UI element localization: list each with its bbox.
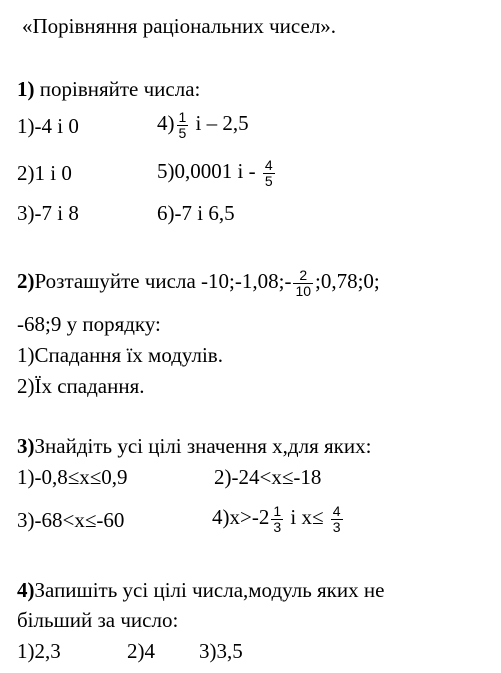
fraction — [263, 158, 275, 189]
denominator: 3 — [273, 518, 282, 535]
task1-text: порівняйте числа: — [34, 77, 201, 101]
task1-item-5-prefix: 5)0,0001 і - — [157, 159, 261, 183]
denominator: 5 — [264, 172, 273, 189]
task1-item-1: 1)-4 і 0 — [17, 114, 79, 138]
task3-item-4 — [212, 497, 345, 537]
task4-line-2: більший за число: — [17, 608, 179, 632]
fraction — [271, 504, 283, 535]
task2-line-1 — [17, 262, 380, 300]
task3-item-4-mid: і х≤ — [285, 505, 329, 529]
task4-text: Запишіть усі цілі числа,модуль яких не — [34, 578, 385, 602]
denominator: 10 — [295, 282, 312, 299]
task4-item-3: 3)3,5 — [199, 639, 243, 663]
task1-item-5 — [157, 152, 277, 190]
task3-item-2: 2)-24<х≤-18 — [214, 465, 322, 489]
task3-number: 3) — [17, 434, 35, 458]
task1-item-3: 3)-7 і 8 — [17, 201, 79, 225]
fraction — [331, 504, 343, 535]
task3-item-3: 3)-68<х≤-60 — [17, 508, 125, 532]
task1-heading — [17, 76, 200, 102]
denominator: 5 — [178, 124, 187, 141]
fraction — [177, 110, 189, 141]
task2-number: 2) — [17, 269, 35, 293]
task1-number: 1) — [17, 77, 35, 101]
task4-number: 4) — [17, 578, 35, 602]
task4-item-2: 2)4 — [127, 639, 155, 663]
numerator: 1 — [273, 502, 282, 519]
numerator: 4 — [332, 502, 341, 519]
task2-text-suffix: ;0,78;0; — [315, 269, 380, 293]
task3-heading — [17, 433, 371, 459]
task3-text: Знайдіть усі цілі значення х,для яких: — [34, 434, 372, 458]
numerator: 1 — [178, 108, 187, 125]
task1-item-4 — [157, 104, 249, 142]
task1-item-4-prefix: 4) — [157, 111, 175, 135]
task1-item-6: 6)-7 і 6,5 — [157, 201, 235, 225]
task4-heading — [17, 577, 384, 603]
task2-line-4: 2)Їх спадання. — [17, 374, 145, 398]
task1-item-2: 2)1 і 0 — [17, 161, 72, 185]
numerator: 4 — [264, 156, 273, 173]
task1-item-4-suffix: і – 2,5 — [190, 111, 249, 135]
task4-item-1: 1)2,3 — [17, 639, 61, 663]
task2-line-3: 1)Спадання їх модулів. — [17, 343, 223, 367]
numerator: 2 — [299, 266, 308, 283]
task2-text-prefix: Розташуйте числа -10;-1,08;- — [34, 269, 292, 293]
task3-item-4-prefix: 4)х>-2 — [212, 505, 270, 529]
page-title: «Порівняння раціональних чисел». — [22, 14, 337, 38]
task3-item-1: 1)-0,8≤х≤0,9 — [17, 465, 128, 489]
denominator: 3 — [332, 518, 341, 535]
task2-line-2: -68;9 у порядку: — [17, 312, 161, 336]
fraction — [293, 268, 313, 299]
